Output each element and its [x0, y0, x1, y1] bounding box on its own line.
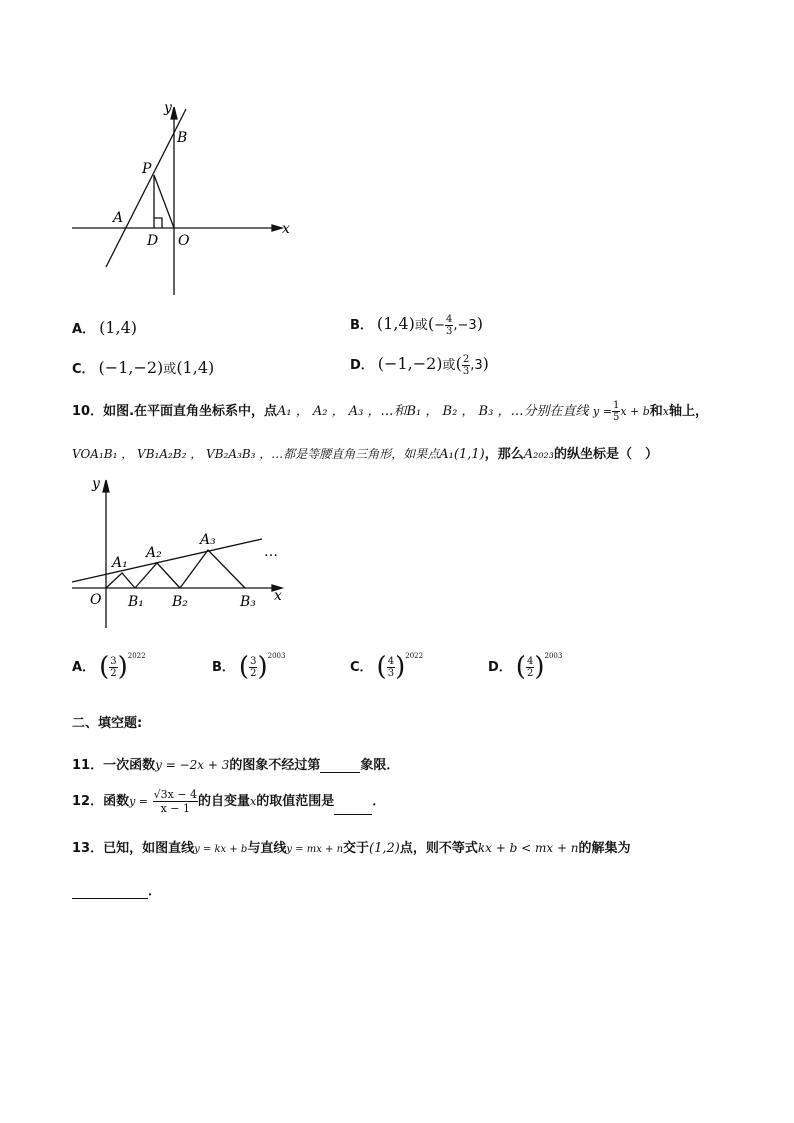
answer-blank[interactable] — [72, 884, 148, 899]
label-p: P — [142, 161, 152, 177]
label-y: y — [92, 476, 100, 492]
label-x: x — [282, 221, 290, 237]
q9-option-c[interactable]: C． (−1,−2)或(1,4) — [72, 358, 215, 377]
segment-po — [154, 175, 174, 228]
q10-option-c[interactable]: C． ( $\frac{4}{3}$ )$^{2022}$ — [350, 652, 424, 682]
label-x: x — [274, 588, 282, 604]
fraction: $\frac{3}{2}$ — [250, 655, 257, 679]
label-y: y — [164, 100, 172, 116]
answer-blank[interactable] — [334, 800, 372, 815]
label-d: D — [147, 233, 159, 249]
q9-option-a[interactable]: A． (1,4) — [72, 318, 137, 337]
right-angle-mark — [154, 218, 162, 228]
label-a1: A₁ — [112, 555, 128, 571]
question-12: 12．函数y = $\frac{√3x - 4}{x - 1}$ 的自变量x的取值范围是 ． — [72, 788, 386, 815]
fraction: $\frac{4}{3}$ — [446, 314, 453, 337]
q10-option-b[interactable]: B． ( $\frac{3}{2}$ )$^{2003}$ — [212, 652, 286, 682]
fraction: $\frac{√3x - 4}{x - 1}$ — [153, 788, 197, 815]
label-o: O — [178, 233, 190, 249]
y-axis-arrow — [103, 480, 109, 492]
fraction: $\frac{4}{2}$ — [526, 655, 534, 679]
q10-option-a[interactable]: A． ( $\frac{3}{2}$ )$^{2022}$ — [72, 652, 146, 682]
q10-line-2: VOA₁B₁ ， VB₁A₂B₂ ， VB₂A₃B₃ ，…都是等腰直角三角形，如果点A₁(1,1)，那么A₂₀₂₃的纵坐标是（ ） — [72, 447, 658, 462]
label-a3: A₃ — [200, 532, 216, 548]
question-13-answer: ． — [72, 880, 161, 899]
q10-option-d[interactable]: D． ( $\frac{4}{2}$ )$^{2003}$ — [488, 652, 563, 682]
label-b3: B₃ — [240, 594, 256, 610]
question-13: 13．已知，如图直线y = kx + b与直线y = mx + n交于(1,2)点，则不等式kx + b < mx + n的解集为 — [72, 841, 631, 856]
label-b1: B₁ — [128, 594, 144, 610]
label-a: A — [113, 210, 124, 226]
fraction: $\frac{4}{3}$ — [387, 655, 395, 679]
answer-blank[interactable] — [320, 758, 360, 773]
q9-option-b[interactable]: B． (1,4)或(− $\frac{4}{3}$ ,−3) — [350, 314, 483, 337]
x-axis-arrow — [272, 225, 282, 231]
question-11: 11．一次函数y = −2x + 3的图象不经过第 象限． — [72, 758, 400, 773]
label-dots: … — [264, 544, 278, 560]
label-b: B — [177, 130, 188, 146]
label-o: O — [90, 592, 102, 608]
q10-line-1: 10．如图.在平面直角坐标系中，点A₁ ， A₂ ， A₃ ，…和B₁ ， B₂ ， B₃ ，…分别在直线 y = $\frac{1}{5}$ x + b和x轴上， — [72, 400, 709, 423]
fraction: $\frac{1}{5}$ — [612, 400, 620, 423]
figure-1-triangle — [60, 95, 310, 305]
label-b2: B₂ — [172, 594, 188, 610]
figure-2-triangles — [62, 470, 302, 635]
section-title-fill-in: 二、填空题: — [72, 716, 143, 731]
fraction: $\frac{2}{3}$ — [462, 354, 470, 377]
triangle-oa1b1 — [106, 573, 135, 588]
fraction: $\frac{3}{2}$ — [110, 655, 117, 679]
q9-option-d[interactable]: D． (−1,−2)或( $\frac{2}{3}$ ,3) — [350, 354, 489, 377]
label-a2: A₂ — [146, 545, 162, 561]
